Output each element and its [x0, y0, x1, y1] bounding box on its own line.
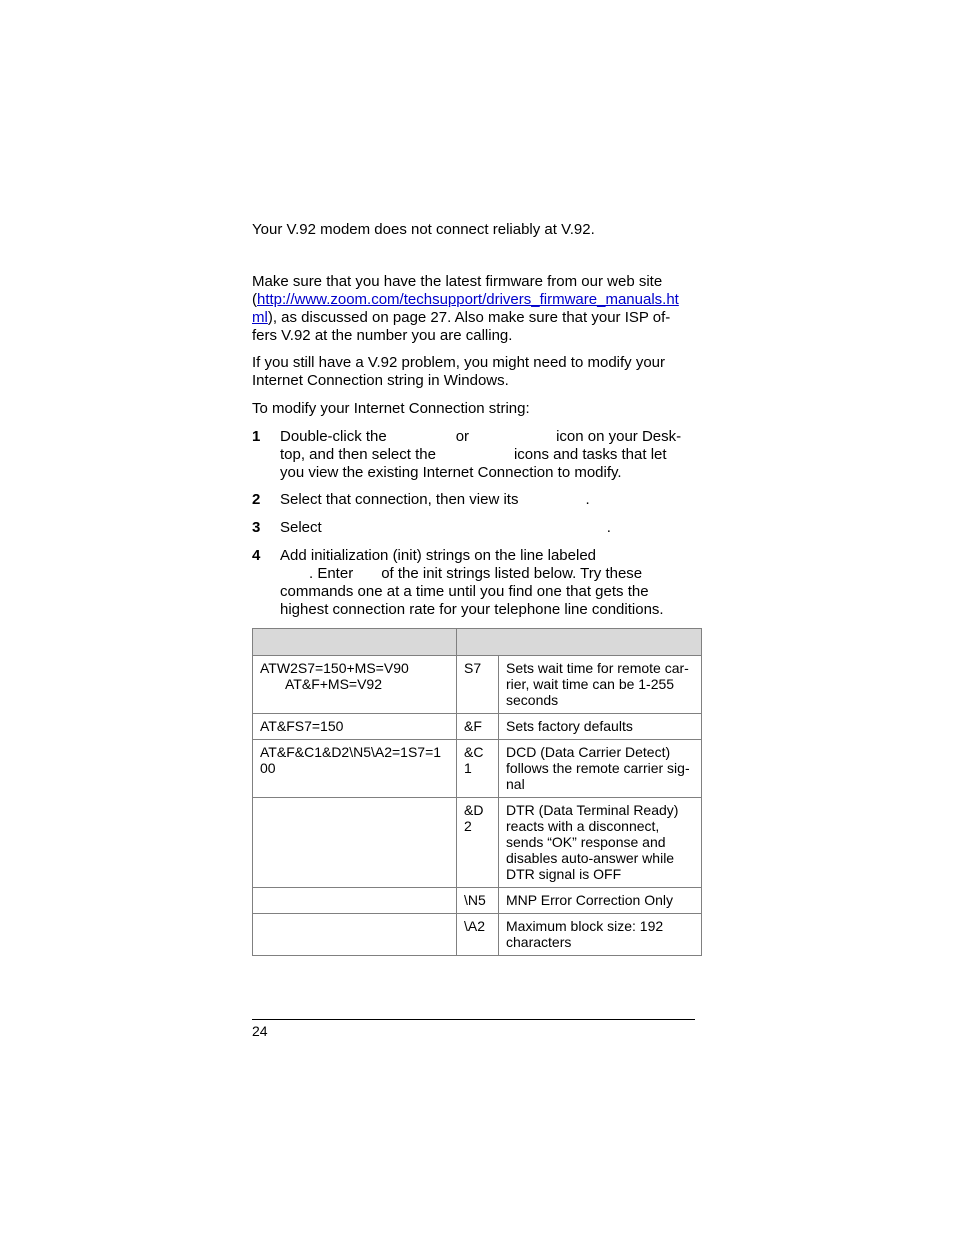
step-number: 1 [252, 428, 261, 445]
description-cell: Maximum block size: 192 characters [499, 914, 702, 956]
table-header-cell [457, 629, 702, 656]
description-cell: DTR (Data Terminal Ready) reacts with a disconnect, sends “OK” response and disables auto-answer while DTR signal is OFF [499, 798, 702, 888]
command-cell: S7 [457, 656, 499, 714]
firmware-link[interactable]: http://www.zoom.com/techsupport/drivers_firmware_manuals.ht ml [252, 291, 679, 326]
init-string-cell [253, 888, 457, 914]
solution-paragraph-2: If you still have a V.92 problem, you might need to modify your Internet Connection string in Windows. [252, 354, 666, 389]
step-number: 4 [252, 547, 261, 564]
page-number: 24 [252, 1023, 268, 1039]
problem-text: Your V.92 modem does not connect reliably at V.92. [252, 221, 595, 238]
table-header-cell [253, 629, 457, 656]
step-number: 2 [252, 491, 261, 508]
command-cell: \N5 [457, 888, 499, 914]
solution-text-before-link: Make sure that you have the latest firmware from our web site ( [252, 273, 663, 308]
table-row [253, 888, 702, 914]
init-string-cell: AT&F&C1&D2\N5\A2=1S7=1 00 [253, 740, 457, 798]
table-row [253, 714, 702, 740]
step-text: Double-click the or icon on your Desk- top, and then select the icons and tasks that let you view the existing Internet Connection to modify. [280, 428, 682, 481]
table-row [253, 914, 702, 956]
table-row [253, 740, 702, 798]
table-row [253, 798, 702, 888]
init-string-cell: ATW2S7=150+MS=V90 AT&F+MS=V92 [253, 656, 457, 714]
footer-rule [252, 1019, 695, 1020]
init-strings-table [252, 628, 702, 956]
solution-paragraph-1 [252, 273, 702, 345]
init-string-cell [253, 798, 457, 888]
step-number: 3 [252, 519, 261, 536]
step-text: Select that connection, then view its . [280, 491, 590, 508]
solution-text-after-link-2: fers V.92 at the number you are calling. [252, 327, 513, 344]
command-cell: &C 1 [457, 740, 499, 798]
step-text: Add initialization (init) strings on the line labeled . Enter of the init strings listed below. Try these commands one at a time until you find one that gets the highest connection rate for your telephone line conditions. [280, 547, 664, 618]
init-string-cell: AT&FS7=150 [253, 714, 457, 740]
init-string-cell [253, 914, 457, 956]
description-cell: DCD (Data Carrier Detect) follows the remote carrier sig-nal [499, 740, 702, 798]
solution-text-after-link: ), as discussed on page 27. Also make sure that your ISP of- [267, 309, 671, 326]
command-cell: &D 2 [457, 798, 499, 888]
step-text: Select . [280, 519, 611, 536]
description-cell: Sets factory defaults [499, 714, 702, 740]
table-header-row [253, 629, 702, 656]
solution-paragraph-3: To modify your Internet Connection string: [252, 400, 530, 417]
description-cell: MNP Error Correction Only [499, 888, 702, 914]
command-cell: &F [457, 714, 499, 740]
description-cell: Sets wait time for remote car-rier, wait time can be 1-255 seconds [499, 656, 702, 714]
command-cell: \A2 [457, 914, 499, 956]
table-row [253, 656, 702, 714]
